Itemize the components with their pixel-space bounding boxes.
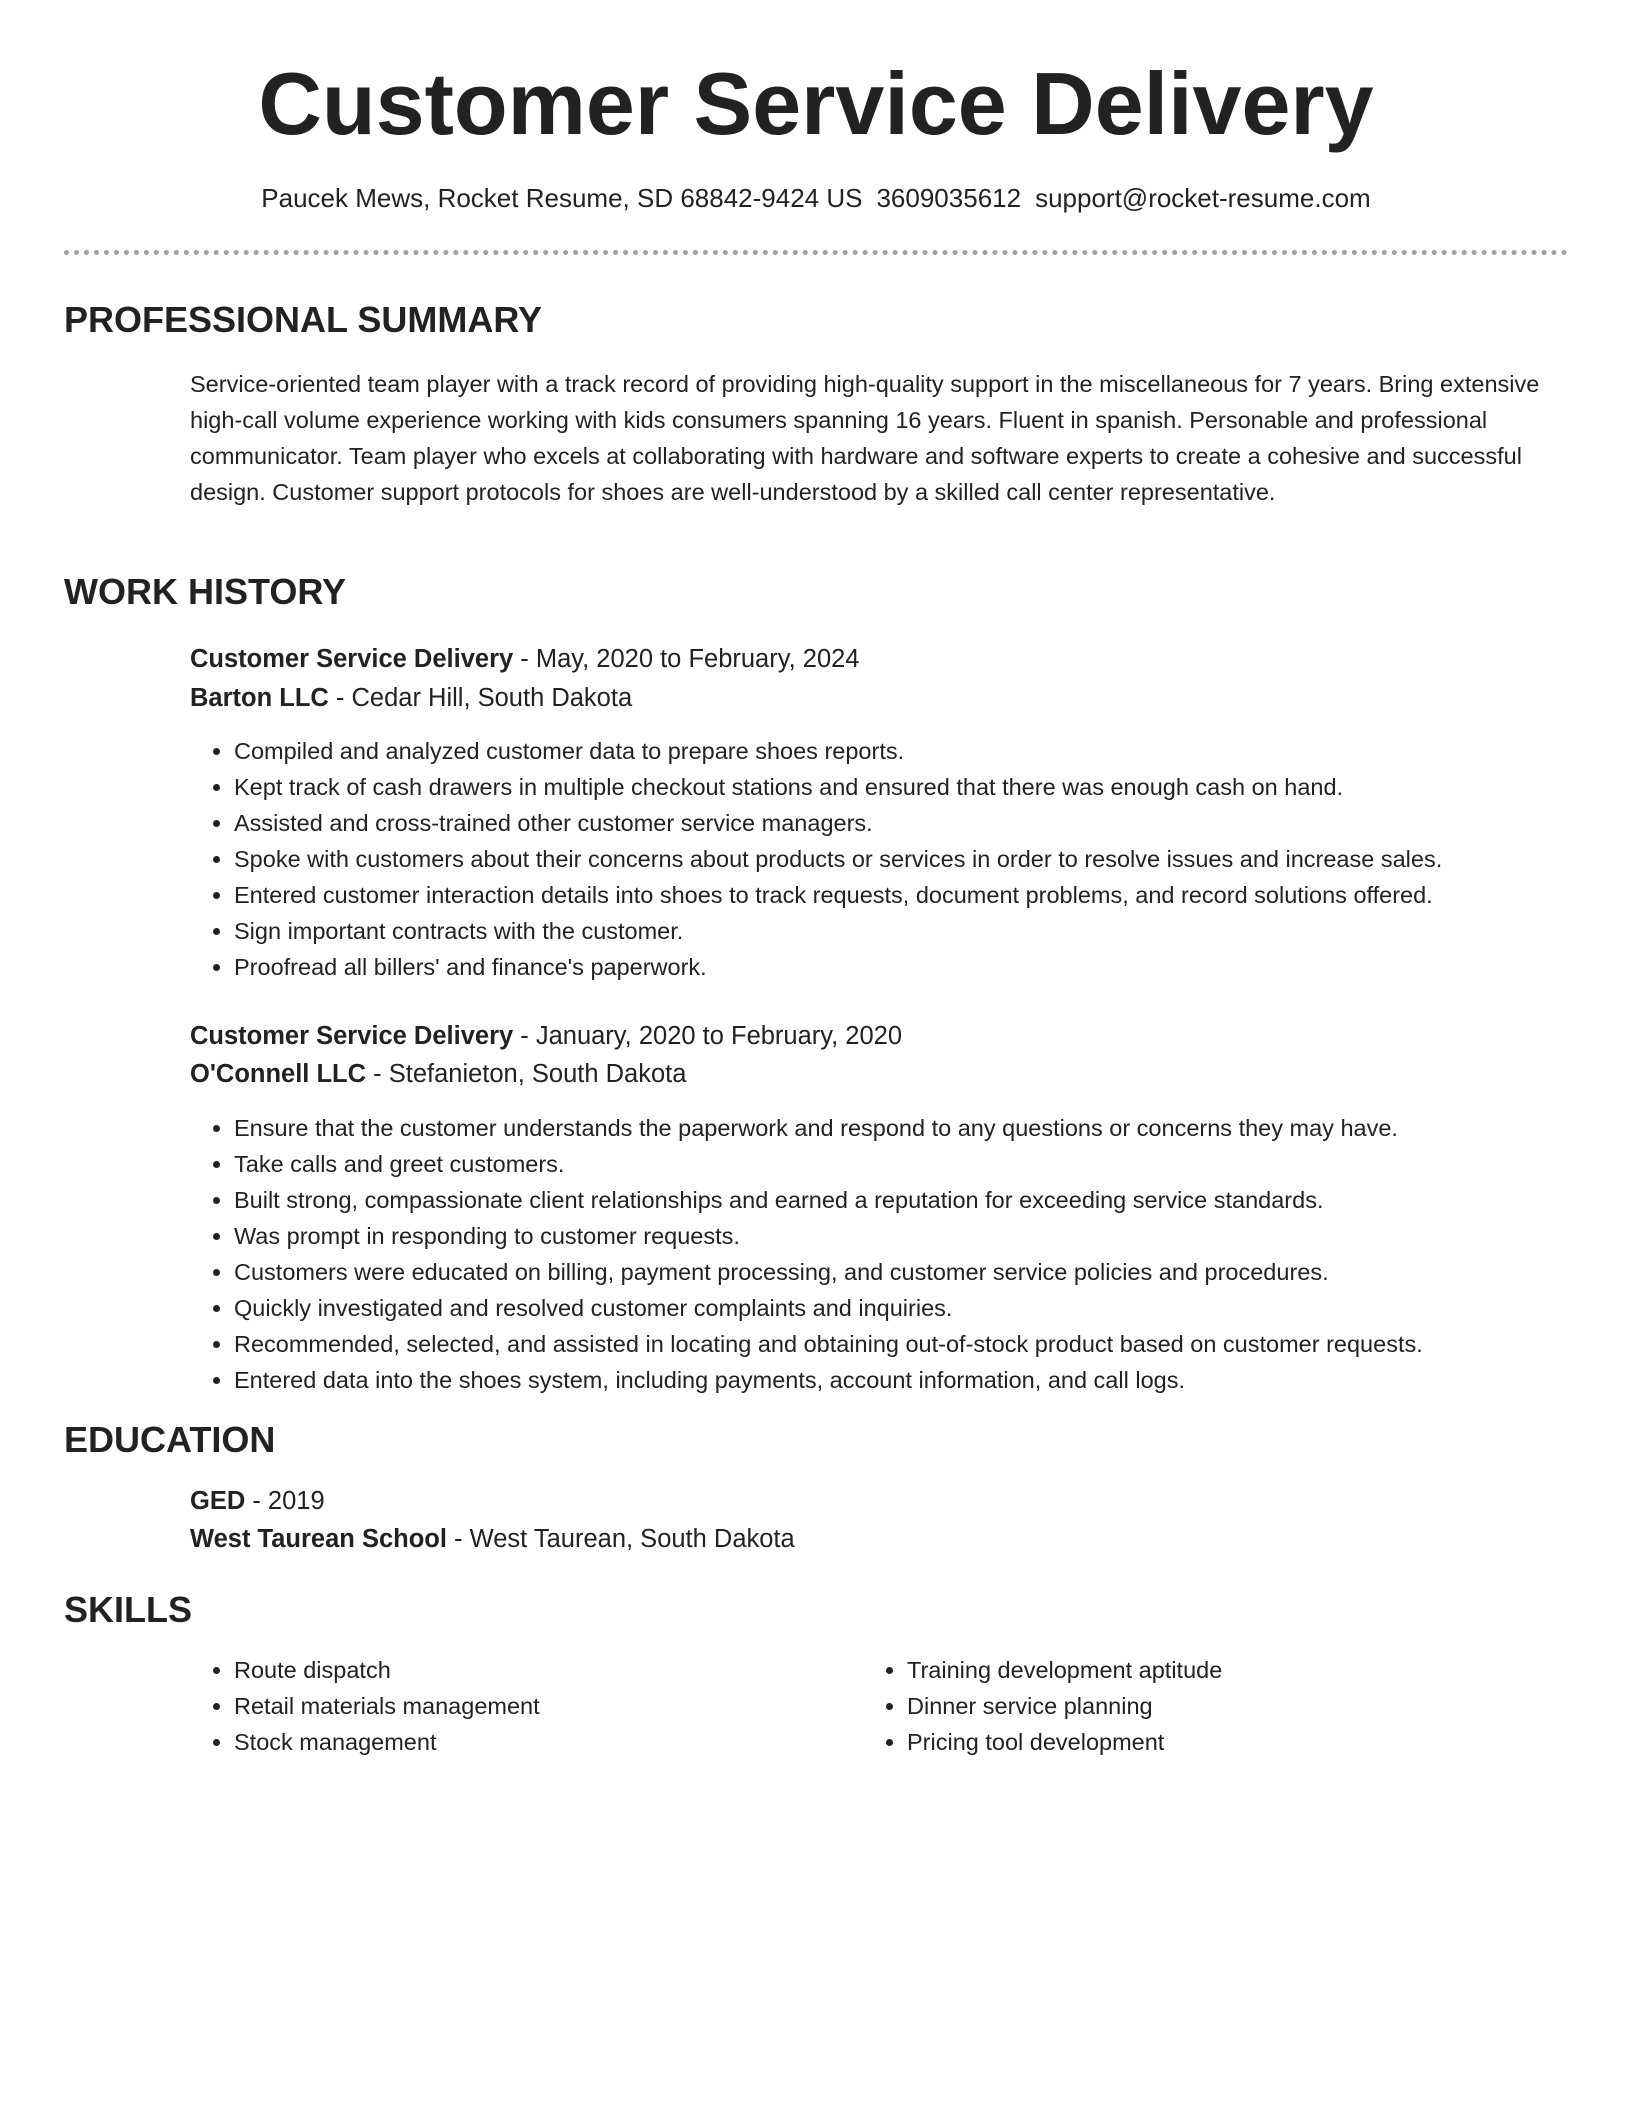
list-item: • Ensure that the customer understands the paperwork and respond to any questions or concerns they may have. [234, 1110, 1614, 1146]
job-2-company: O'Connell LLC [190, 1060, 367, 1088]
work-history-heading: WORK HISTORY [64, 571, 347, 612]
contact-email: support@rocket-resume.com [1035, 183, 1371, 213]
list-item: • Was prompt in responding to customer requests. [234, 1218, 1614, 1254]
job-1-company-line [190, 680, 632, 716]
skills-heading: SKILLS [64, 1589, 193, 1630]
education-degree-line [190, 1483, 325, 1519]
contact-address: Paucek Mews, Rocket Resume, SD 68842-9424 US [261, 183, 863, 213]
job-1-duties [190, 733, 1614, 985]
list-item: • Quickly investigated and resolved customer complaints and inquiries. [234, 1290, 1614, 1326]
header-divider [64, 250, 1568, 255]
list-item: • Recommended, selected, and assisted in locating and obtaining out-of-stock product based on customer requests. [234, 1326, 1614, 1362]
job-1-title-line [190, 641, 860, 677]
list-item: • Sign important contracts with the customer. [234, 913, 1614, 949]
education-school: West Taurean School [190, 1525, 447, 1553]
skill-item: • Dinner service planning [907, 1688, 1527, 1724]
skill-item: • Stock management [234, 1724, 854, 1760]
list-item: • Spoke with customers about their concerns about products or services in order to resolve issues and increase sales. [234, 841, 1614, 877]
skill-item: • Retail materials management [234, 1688, 854, 1724]
education-location: - West Taurean, South Dakota [446, 1525, 795, 1553]
list-item: • Proofread all billers' and finance's paperwork. [234, 949, 1614, 985]
job-2-location: - Stefanieton, South Dakota [366, 1060, 687, 1088]
skills-column-right [863, 1652, 1527, 1760]
job-1-location: - Cedar Hill, South Dakota [328, 684, 633, 712]
skill-item: • Training development aptitude [907, 1652, 1527, 1688]
list-item: • Entered data into the shoes system, including payments, account information, and call logs. [234, 1362, 1614, 1398]
skill-item: • Pricing tool development [907, 1724, 1527, 1760]
list-item: • Take calls and greet customers. [234, 1146, 1614, 1182]
list-item: • Entered customer interaction details into shoes to track requests, document problems, and record solutions offered. [234, 877, 1614, 913]
contact-phone: 3609035612 [876, 183, 1022, 213]
list-item: • Built strong, compassionate client relationships and earned a reputation for exceeding service standards. [234, 1182, 1614, 1218]
summary-text: Service-oriented team player with a track record of providing high-quality support in the miscellaneous for 7 years. Bring extensive high-call volume experience working with kids consumers spanning 16 years. Fluent in spanish. Personable and professional communicator. Team player who excels at collaborating with hardware and software experts to create a cohesive and successful design. Customer support protocols for shoes are well-understood by a skilled call center representative. [190, 371, 1540, 505]
job-1-dates: - May, 2020 to February, 2024 [513, 645, 860, 673]
resume-name: Customer Service Delivery [258, 54, 1374, 153]
education-degree: GED [190, 1487, 246, 1515]
education-school-line [190, 1521, 795, 1557]
job-2-duties [190, 1110, 1614, 1398]
job-2-role: Customer Service Delivery [190, 1022, 514, 1050]
job-2-dates: - January, 2020 to February, 2020 [513, 1022, 903, 1050]
list-item: • Customers were educated on billing, payment processing, and customer service policies and procedures. [234, 1254, 1614, 1290]
education-heading: EDUCATION [64, 1419, 276, 1460]
job-1-company: Barton LLC [190, 684, 329, 712]
skill-item: • Route dispatch [234, 1652, 854, 1688]
contact-line [0, 180, 1632, 216]
list-item: • Kept track of cash drawers in multiple checkout stations and ensured that there was enough cash on hand. [234, 769, 1614, 805]
job-1-role: Customer Service Delivery [190, 645, 514, 673]
job-2-company-line [190, 1056, 686, 1092]
job-2-title-line [190, 1018, 902, 1054]
list-item: • Assisted and cross-trained other customer service managers. [234, 805, 1614, 841]
list-item: • Compiled and analyzed customer data to prepare shoes reports. [234, 733, 1614, 769]
education-year: - 2019 [245, 1487, 325, 1515]
summary-heading: PROFESSIONAL SUMMARY [64, 299, 543, 340]
skills-column-left [190, 1652, 854, 1760]
